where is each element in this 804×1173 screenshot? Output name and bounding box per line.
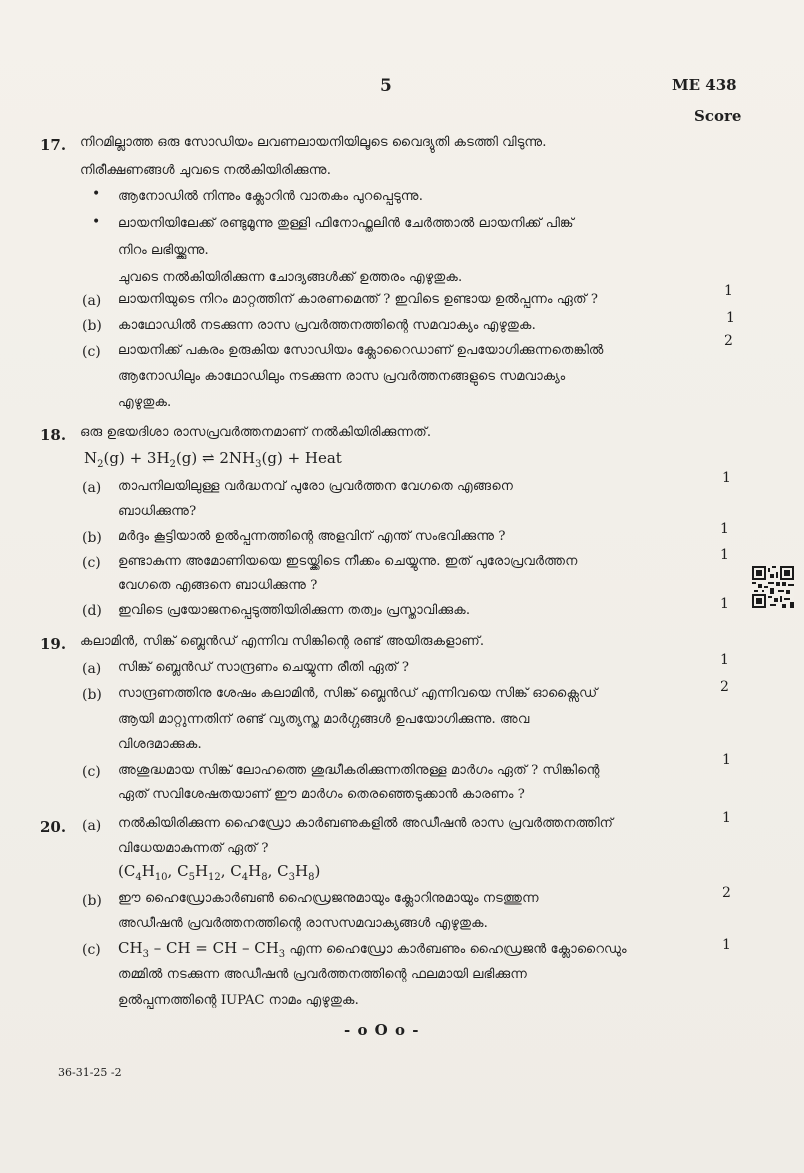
question-20a-label: (a) [82,818,102,834]
question-17-intro-line1: നിറമില്ലാത്ത ഒരു സോഡിയം ലവണലായനിയിലൂടെ വൈദ്യുതി കടത്തി വിടുന്നു. [80,135,547,150]
question-19-intro: കലാമിൻ, സിങ്ക് ബ്ലെൻഡ് എന്നിവ സിങ്കിന്റെ രണ്ട് അയിരുകളാണ്. [80,634,485,649]
question-20c-formula: $CH_3$ – CH = CH – $CH_3$ [118,939,286,960]
question-20b-text-line1: ഈ ഹൈഡ്രോകാർബൺ ഹൈഡ്രജനുമായും ക്ലോറിനുമായും നടത്തുന്ന [118,891,539,906]
question-19c-text-line2: ഏത് സവിശേഷതയാണ് ഈ മാർഗം തെരഞ്ഞെടുക്കാൻ കാരണം ? [118,787,525,802]
question-19b-text-line2: ആയി മാറ്റുന്നതിന് രണ്ട് വ്യത്യസ്ത മാർഗ്ഗങ്ങൾ ഉപയോഗിക്കുന്നു. അവ [118,712,530,727]
question-18a-text-line2: ബാധിക്കുന്നു? [118,504,197,519]
question-20b-score: 2 [722,885,731,901]
question-20c-text-line3: ഉൽപ്പന്നത്തിന്റെ IUPAC നാമം എഴുതുക. [118,993,359,1008]
question-18a-score: 1 [722,470,731,486]
question-18-equation: $N_2(g) + 3H_2(g)$ ⇌ $2NH_3(g)$ + Heat [84,449,342,470]
question-18d-label: (d) [82,603,102,619]
question-17c-label: (c) [82,344,101,360]
question-20a-text-line2: വിധേയമാകുന്നത് ഏത് ? [118,841,269,856]
page-number: 5 [380,76,392,96]
question-20a-formula-list: ($C_4H_{10}$, $C_5H_{12}$, $C_4H_8$, $C_3H_8$) [118,862,321,883]
question-18a-label: (a) [82,480,102,496]
question-19c-label: (c) [82,764,101,780]
question-17c-text-line3: എഴുതുക. [118,395,172,410]
question-18-number: 18. [40,426,67,444]
question-18b-label: (b) [82,530,102,546]
question-18b-text: മർദ്ദം കൂട്ടിയാൽ ഉൽപ്പന്നത്തിന്റെ അളവിന് എന്ത് സംഭവിക്കുന്നു ? [118,529,506,544]
question-18-intro: ഒരു ഉഭയദിശാ രാസപ്രവർത്തനമാണ് നൽകിയിരിക്കുന്നത്. [80,425,432,440]
end-of-paper-mark: - o O o - [344,1021,420,1039]
question-17-number: 17. [40,136,67,154]
question-20c-text-line2: തമ്മിൽ നടക്കുന്ന അഡീഷൻ പ്രവർത്തനത്തിന്റെ ഫലമായി ലഭിക്കുന്ന [118,967,528,982]
question-19c-score: 1 [722,752,731,768]
bullet-dot-2: • [92,214,101,230]
question-19b-score: 2 [720,679,729,695]
question-17c-text-line1: ലായനിക്ക് പകരം ഉരുകിയ സോഡിയം ക്ലോറൈഡാണ് ഉപയോഗിക്കുന്നതെങ്കിൽ [118,343,604,358]
question-17-instruction: ചുവടെ നൽകിയിരിക്കുന്ന ചോദ്യങ്ങൾക്ക് ഉത്തരം എഴുതുക. [118,270,463,285]
question-17a-text: ലായനിയുടെ നിറം മാറ്റത്തിന് കാരണമെന്ത് ? ഇവിടെ ഉണ്ടായ ഉൽപ്പന്നം ഏത് ? [118,292,598,307]
question-20b-text-line2: അഡീഷൻ പ്രവർത്തനത്തിന്റെ രാസസമവാക്യങ്ങൾ എഴുതുക. [118,916,488,931]
question-17a-score: 1 [724,283,733,299]
question-17b-text: കാഥോഡിൽ നടക്കുന്ന രാസ പ്രവർത്തനത്തിന്റെ സമവാക്യം എഴുതുക. [118,318,536,333]
question-19b-label: (b) [82,687,102,703]
question-19a-score: 1 [720,652,729,668]
question-17-bullet-1: ആനോഡിൽ നിന്നും ക്ലോറിൻ വാതകം പുറപ്പെടുന്നു. [118,189,423,204]
question-19b-text-line3: വിശദമാക്കുക. [118,737,202,752]
question-20c-label: (c) [82,942,101,958]
question-18c-score: 1 [720,547,729,563]
question-20b-label: (b) [82,893,102,909]
question-18c-label: (c) [82,555,101,571]
question-17-bullet-2-line1: ലായനിയിലേക്ക് രണ്ടുമൂന്നു തുള്ളി ഫിനോഫ്തലിൻ ചേർത്താൽ ലായനിക്ക് പിങ്ക് [118,216,574,231]
question-17-bullet-2-line2: നിറം ലഭിയ്ക്കുന്നു. [118,243,209,258]
qr-code [752,566,794,608]
question-17b-score: 1 [726,310,735,326]
question-20c-text-line1: $CH_3$ – CH = CH – $CH_3$ എന്ന ഹൈഡ്രോ കാർബണും ഹൈഡ്രജൻ ക്ലോറൈഡും [118,939,627,960]
equilibrium-arrow-icon: ⇌ [202,449,215,467]
question-18b-score: 1 [720,521,729,537]
question-19-number: 19. [40,635,67,653]
bullet-dot-1: • [92,186,101,202]
question-20a-text-line1: നൽകിയിരിക്കുന്ന ഹൈഡ്രോ കാർബണുകളിൽ അഡീഷൻ രാസ പ്രവർത്തനത്തിന് [118,816,613,831]
question-19b-text-line1: സാന്ദ്രണത്തിനു ശേഷം കലാമിൻ, സിങ്ക് ബ്ലെൻഡ് എന്നിവയെ സിങ്ക് ഓക്സൈഡ് [118,686,598,701]
question-17c-text-line2: ആനോഡിലും കാഥോഡിലും നടക്കുന്ന രാസ പ്രവർത്തനങ്ങളുടെ സമവാക്യം [118,369,566,384]
question-20c-score: 1 [722,937,731,953]
question-17b-label: (b) [82,318,102,334]
question-17c-score: 2 [724,333,733,349]
question-20-number: 20. [40,818,67,836]
score-column-header: Score [694,107,742,125]
paper-code: ME 438 [672,76,737,94]
question-18d-text: ഇവിടെ പ്രയോജനപ്പെടുത്തിയിരിക്കുന്ന തത്വം പ്രസ്താവിക്കുക. [118,603,471,618]
question-20a-score: 1 [722,810,731,826]
footer-code: 36-31-25 -2 [58,1066,122,1079]
question-18c-text-line1: ഉണ്ടാകുന്ന അമോണിയയെ ഇടയ്ക്കിടെ നീക്കം ചെയ്യുന്നു. ഇത് പുരോപ്രവർത്തന [118,554,578,569]
question-19a-label: (a) [82,661,102,677]
question-18d-score: 1 [720,596,729,612]
question-17-intro-line2: നിരീക്ഷണങ്ങൾ ചുവടെ നൽകിയിരിക്കുന്നു. [80,163,331,178]
question-18c-text-line2: വേഗതെ എങ്ങനെ ബാധിക്കുന്നു ? [118,578,318,593]
question-17a-label: (a) [82,293,102,309]
question-19a-text: സിങ്ക് ബ്ലെൻഡ് സാന്ദ്രണം ചെയ്യുന്ന രീതി ഏത് ? [118,660,409,675]
question-19c-text-line1: അശുദ്ധമായ സിങ്ക് ലോഹത്തെ ശുദ്ധീകരിക്കുന്നതിനുള്ള മാർഗം ഏത് ? സിങ്കിന്റെ [118,763,600,778]
question-18a-text-line1: താപനിലയിലുള്ള വർദ്ധനവ് പുരോ പ്രവർത്തന വേഗതെ എങ്ങനെ [118,479,513,494]
